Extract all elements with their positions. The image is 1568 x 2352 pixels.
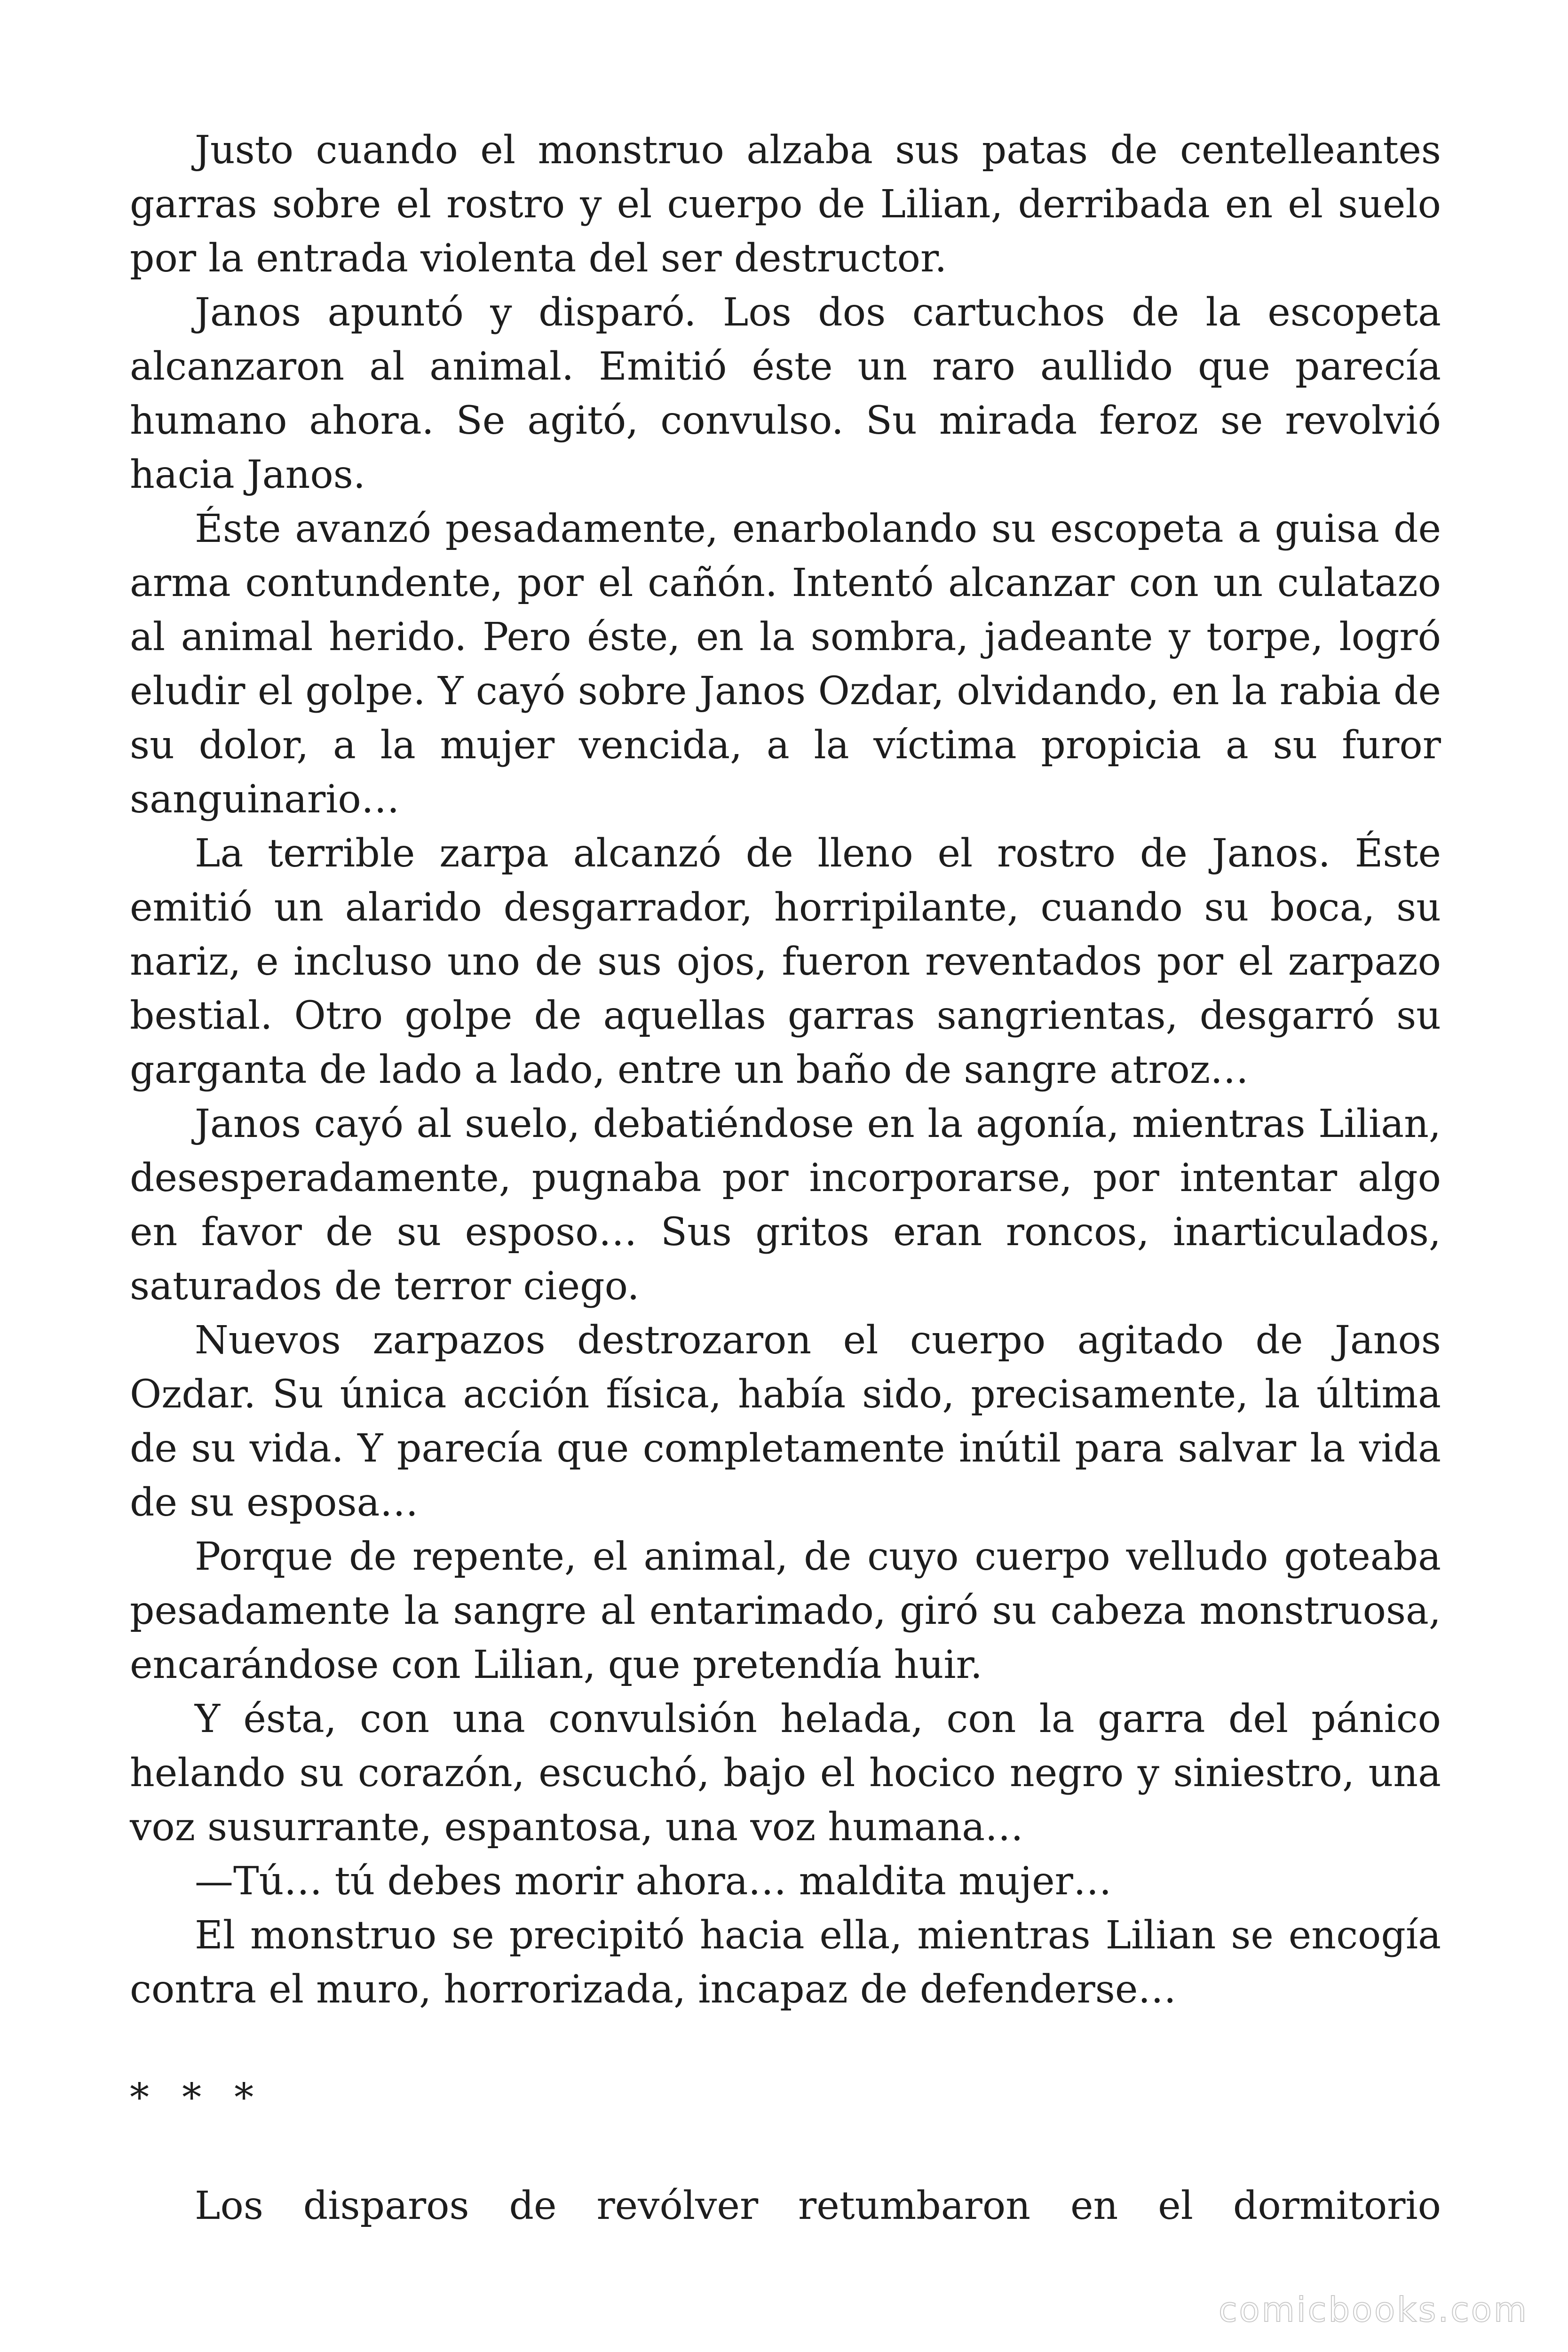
paragraph-8: Y ésta, con una convulsión helada, con la garra del pánico helando su corazón, escuchó, bajo el hocico negro y siniestro, una voz susurrante, espantosa, una voz humana… — [130, 1697, 1441, 1850]
paragraph-1: Justo cuando el monstruo alzaba sus patas de centelleantes garras sobre el rostro y el cuerpo de Lilian, derribada en el suelo por la entrada violenta del ser destructor. — [130, 128, 1441, 281]
final-paragraph: Los disparos de revólver retumbaron en el dormitorio — [195, 2184, 1441, 2228]
paragraph-9: —Tú… tú debes morir ahora… maldita mujer… — [195, 1859, 1112, 1904]
paragraph-6: Nuevos zarpazos destrozaron el cuerpo agitado de Janos Ozdar. Su única acción física, había sido, precisamente, la última de su vida. Y parecía que completamente inútil para salvar la vida de su esposa… — [130, 1318, 1441, 1525]
paragraph-7: Porque de repente, el animal, de cuyo cuerpo velludo goteaba pesadamente la sangre al entarimado, giró su cabeza monstruosa, encarándose con Lilian, que pretendía huir. — [130, 1534, 1441, 1687]
scene-separator: * * * — [130, 2075, 264, 2120]
paragraph-5: Janos cayó al suelo, debatiéndose en la agonía, mientras Lilian, desesperadamente, pugnaba por incorporarse, por intentar algo en favor de su esposo… Sus gritos eran roncos, inarticulados, saturados de terror ciego. — [130, 1102, 1441, 1309]
paragraph-3: Éste avanzó pesadamente, enarbolando su escopeta a guisa de arma contundente, por el cañón. Intentó alcanzar con un culatazo al animal herido. Pero éste, en la sombra, jadeante y torpe, logró eludir el golpe. Y cayó sobre Janos Ozdar, olvidando, en la rabia de su dolor, a la mujer vencida, a la víctima propicia a su furor sanguinario… — [130, 507, 1441, 822]
watermark-text: comicbooks.com — [1218, 2290, 1528, 2329]
paragraph-4: La terrible zarpa alcanzó de lleno el rostro de Janos. Éste emitió un alarido desgarrador, horripilante, cuando su boca, su nariz, e incluso uno de sus ojos, fueron reventados por el zarpazo bestial. Otro golpe de aquellas garras sangrientas, desgarró su garganta de lado a lado, entre un baño de sangre atroz… — [130, 831, 1441, 1092]
paragraph-2: Janos apuntó y disparó. Los dos cartuchos de la escopeta alcanzaron al animal. Emitió éste un raro aullido que parecía humano ahora. Se agitó, convulso. Su mirada feroz se revolvió hacia Janos. — [130, 290, 1441, 497]
paragraph-10: El monstruo se precipitó hacia ella, mientras Lilian se encogía contra el muro, horrorizada, incapaz de defenderse… — [130, 1913, 1441, 2012]
page-text — [130, 123, 1441, 2233]
